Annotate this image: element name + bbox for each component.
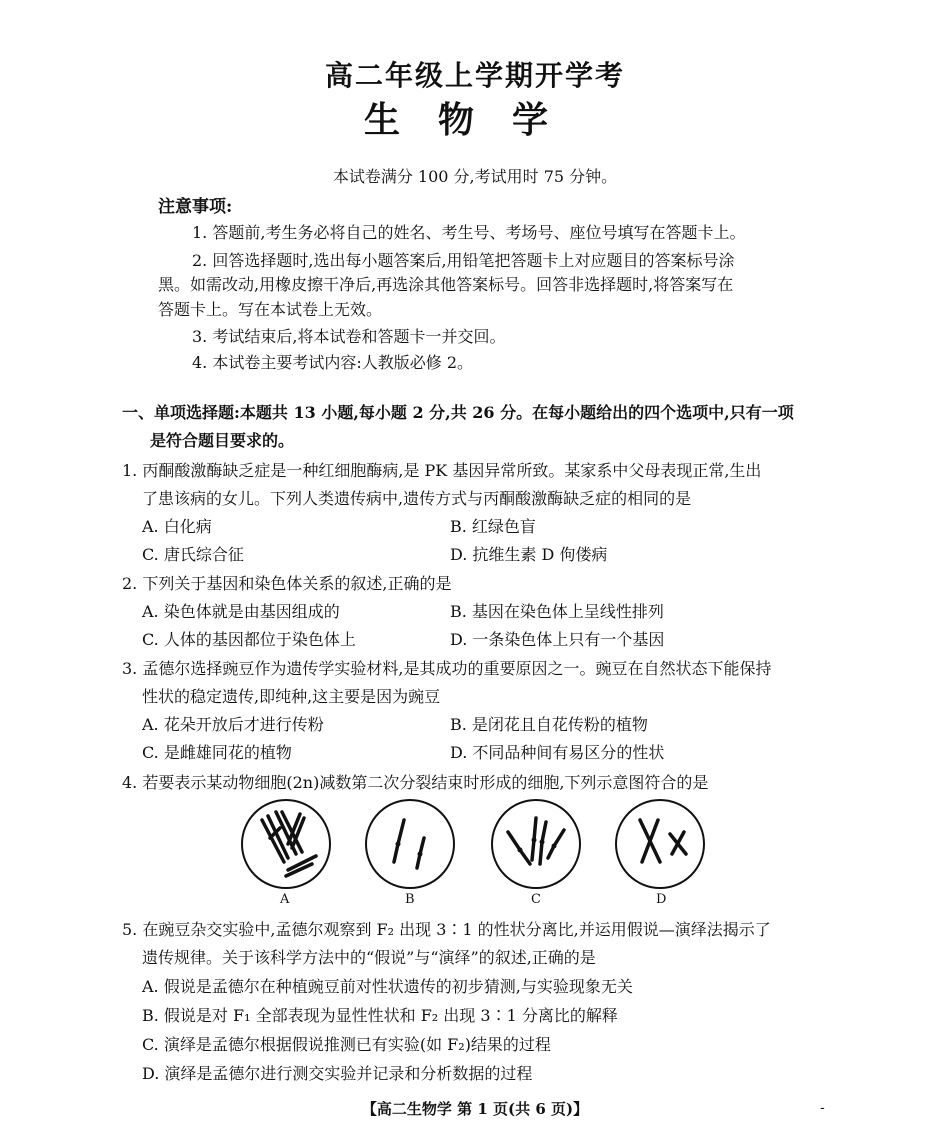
question-5-stem: 5. 在豌豆杂交实验中,孟德尔观察到 F₂ 出现 3∶1 的性状分离比,并运用假说—演绎法揭示了 [122,920,771,939]
cell-diagram-a [240,798,332,890]
figure-label-d: D [656,892,667,907]
figure-label-a: A [280,892,290,907]
question-1-stem: 1. 丙酮酸激酶缺乏症是一种红细胞酶病,是 PK 基因异常所致。某家系中父母表现正常,生出 [122,461,762,480]
question-2-option-c: C. 人体的基因都位于染色体上 [142,630,356,649]
question-2-option-d: D. 一条染色体上只有一个基因 [450,630,665,649]
question-3-stem: 3. 孟德尔选择豌豆作为遗传学实验材料,是其成功的重要原因之一。豌豆在自然状态下能保持 [122,659,772,678]
question-5-option-d: D. 演绎是孟德尔进行测交实验并记录和分析数据的过程 [142,1064,533,1083]
figure-label-c: C [531,892,541,907]
question-3-option-a: A. 花朵开放后才进行传粉 [142,715,324,734]
cell-diagram-b [364,798,456,890]
question-3-option-b: B. 是闭花且自花传粉的植物 [450,715,648,734]
notice-line: 1. 答题前,考生务必将自己的姓名、考生号、考场号、座位号填写在答题卡上。 [192,223,746,242]
question-4-stem: 4. 若要表示某动物细胞(2n)减数第二次分裂结束时形成的细胞,下列示意图符合的是 [122,773,709,792]
page-footer: 【高二生物学 第 1 页(共 6 页)】 [361,1100,589,1118]
question-1-option-c: C. 唐氏综合征 [142,545,244,564]
question-5-option-a: A. 假说是孟德尔在种植豌豆前对性状遗传的初步猜测,与实验现象无关 [142,977,633,996]
question-3-stem-cont: 性状的稳定遗传,即纯种,这主要是因为豌豆 [142,687,441,706]
question-2-option-a: A. 染色体就是由基因组成的 [142,602,340,621]
question-1-option-d: D. 抗维生素 D 佝偻病 [450,545,608,564]
notice-heading: 注意事项: [158,197,233,217]
exam-title: 高二年级上学期开学考 [324,59,625,92]
section-heading-cont: 是符合题目要求的。 [150,431,295,450]
exam-info: 本试卷满分 100 分,考试用时 75 分钟。 [332,167,618,186]
question-1-stem-cont: 了患该病的女儿。下列人类遗传病中,遗传方式与丙酮酸激酶缺乏症的相同的是 [142,489,692,508]
question-2-stem: 2. 下列关于基因和染色体关系的叙述,正确的是 [122,574,452,593]
question-5-stem-cont: 遗传规律。关于该科学方法中的“假说”与“演绎”的叙述,正确的是 [142,948,596,967]
notice-line: 答题卡上。写在本试卷上无效。 [158,300,383,319]
section-heading: 一、单项选择题:本题共 13 小题,每小题 2 分,共 26 分。在每小题给出的四个选项中,只有一项 [122,403,794,422]
question-3-option-d: D. 不同品种间有易区分的性状 [450,743,665,762]
question-1-option-a: A. 白化病 [142,517,212,536]
subject-title: 生物学 [363,99,586,141]
notice-line: 3. 考试结束后,将本试卷和答题卡一并交回。 [192,327,506,346]
question-5-option-c: C. 演绎是孟德尔根据假说推测已有实验(如 F₂)结果的过程 [142,1035,551,1054]
notice-line: 黑。如需改动,用橡皮擦干净后,再选涂其他答案标号。回答非选择题时,将答案写在 [158,275,734,294]
cell-diagram-d [614,798,706,890]
cell-diagram-c [490,798,582,890]
notice-line: 2. 回答选择题时,选出每小题答案后,用铅笔把答题卡上对应题目的答案标号涂 [192,251,735,270]
question-1-option-b: B. 红绿色盲 [450,517,536,536]
question-3-option-c: C. 是雌雄同花的植物 [142,743,292,762]
question-5-option-b: B. 假说是对 F₁ 全部表现为显性性状和 F₂ 出现 3∶1 分离比的解释 [142,1006,618,1025]
question-2-option-b: B. 基因在染色体上呈线性排列 [450,602,664,621]
footer-mark: - [820,1100,825,1116]
figure-label-b: B [405,892,415,907]
notice-line: 4. 本试卷主要考试内容:人教版必修 2。 [192,353,474,372]
